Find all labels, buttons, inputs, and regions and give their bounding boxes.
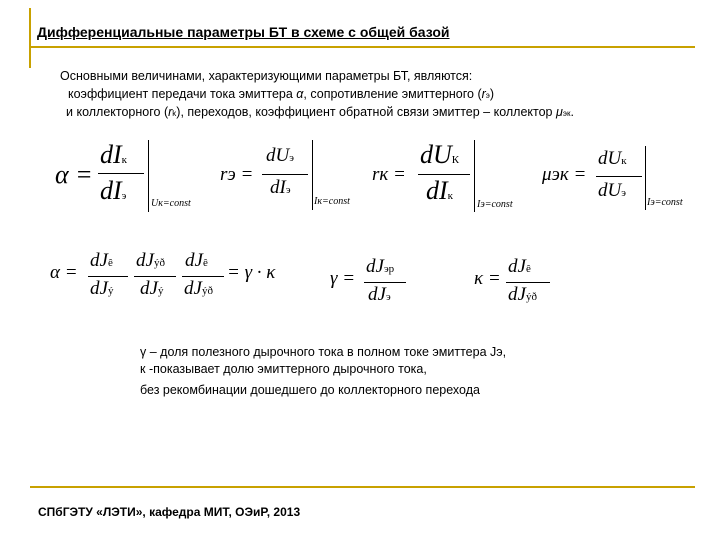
intro-line-2-text-a: коэффициент передачи тока эмиттера — [68, 86, 297, 101]
intro-line-2-text-c: ) — [489, 86, 495, 101]
formula-mu-numerator — [598, 148, 627, 170]
formula-t3-num-sub: ê — [202, 257, 208, 269]
intro-rk-subscript: k — [172, 109, 177, 118]
formula-t1-den-text: dJ — [90, 278, 108, 299]
formula-rk-numerator — [420, 140, 459, 170]
formula-kappa-num-sub: ê — [525, 263, 531, 275]
formula-rk-num-sub: К — [451, 154, 460, 166]
formula-alpha-num-sub: к — [121, 154, 128, 166]
formula-gamma-denominator — [368, 284, 391, 306]
formula-re-den-text: dI — [270, 177, 286, 198]
formula-re-lhs: rэ = — [220, 164, 254, 185]
formula-gamma-den-sub: э — [385, 291, 391, 303]
formula-mu-eval-bar — [645, 146, 646, 210]
slide-title: Дифференциальные параметры БТ в схеме с общей базой — [37, 24, 450, 40]
formula-kappa-den-text: dJ — [508, 284, 526, 305]
intro-paragraph — [60, 68, 574, 123]
formula-t2-den-text: dJ — [140, 278, 158, 299]
formula-re-denominator — [270, 177, 291, 199]
formula-rk-den-text: dI — [426, 176, 448, 205]
formula-mu-num-text: dU — [598, 148, 622, 169]
formula-mu-den-text: dU — [598, 180, 622, 201]
formula-kappa-numerator — [508, 256, 531, 278]
formula-rk-eval-bar — [474, 140, 475, 212]
formula-re-num-sub: э — [289, 152, 294, 164]
formula-t2-num-sub: ýð — [153, 257, 165, 269]
formula-gamma-lhs: γ = — [330, 268, 356, 289]
formula-t1-numerator — [90, 250, 113, 272]
intro-mu-subscript: эк — [562, 109, 571, 118]
intro-re-symbol: r — [481, 86, 486, 101]
intro-rk-symbol: r — [168, 105, 173, 119]
formula-alpha-fraction-bar — [98, 173, 144, 174]
left-accent-rule — [29, 8, 31, 68]
formula-gamma-num-text: dJ — [366, 256, 384, 277]
formula-rk-num-text: dU — [420, 140, 452, 169]
formula-alpha-numerator — [100, 140, 127, 170]
formula-t2-numerator — [136, 250, 165, 272]
formula-re-eval-bar — [312, 140, 313, 210]
formula-t1-num-text: dJ — [90, 250, 108, 271]
formula-re-fraction-bar — [262, 174, 308, 175]
formula-alpha-lhs: α = — [55, 160, 93, 189]
formula-mu-condition: Iэ=const — [647, 197, 683, 208]
formula-re-num-text: dU — [266, 145, 290, 166]
intro-line-3-text-b: ), переходов, коэффициент обратной связи эмиттер – коллектор — [176, 105, 556, 119]
formula-kappa-den-sub: ýð — [525, 291, 537, 303]
formula-mu-fraction-bar — [596, 176, 642, 177]
formula-gamma-den-text: dJ — [368, 284, 386, 305]
bottom-accent-rule — [30, 486, 695, 488]
formula-re-numerator — [266, 145, 294, 167]
formula-mu-num-sub: к — [621, 155, 627, 167]
intro-line-1: Основными величинами, характеризующими параметры БТ, являются: — [60, 69, 473, 83]
formula-re-condition: Iк=const — [314, 196, 350, 207]
formula-mu-denominator — [598, 180, 626, 202]
intro-alpha-symbol: α — [296, 86, 304, 101]
formula-alpha-eval-bar — [148, 140, 149, 212]
formula-kappa-lhs: κ = — [474, 268, 501, 289]
formula-alpha-den-sub: э — [121, 190, 127, 202]
formula-gamma-num-sub: эр — [383, 263, 395, 275]
intro-re-subscript: э — [485, 90, 490, 100]
intro-line-3-text-a: и коллекторного ( — [66, 105, 169, 119]
formula-t1-num-sub: ê — [107, 257, 113, 269]
formula-t1-denominator — [90, 278, 113, 300]
formula-mu-lhs: μэк = — [542, 164, 587, 185]
footer-credit: СПбГЭТУ «ЛЭТИ», кафедра МИТ, ОЭиР, 2013 — [38, 505, 301, 519]
intro-line-3-text-c: . — [570, 105, 574, 119]
intro-line-2 — [60, 86, 574, 105]
formula-t3-denominator — [184, 278, 213, 300]
note-kappa: к -показывает долю эмиттерного дырочного тока, — [140, 362, 427, 376]
intro-mu-symbol: μ — [556, 105, 563, 119]
intro-line-3 — [60, 104, 574, 123]
formula-alpha-den-text: dI — [100, 176, 122, 205]
note-recombination: без рекомбинации дошедшего до коллекторного перехода — [140, 383, 480, 397]
formula-alpha-product-lhs: α = — [50, 262, 78, 283]
formula-alpha-num-text: dI — [100, 140, 122, 169]
formula-t2-num-text: dJ — [136, 250, 154, 271]
note-gamma: γ – доля полезного дырочного тока в полном токе эмиттера Jэ, — [140, 345, 507, 359]
formula-t3-den-sub: ýð — [201, 285, 213, 297]
formula-kappa-denominator — [508, 284, 537, 306]
formula-t2-denominator — [140, 278, 163, 300]
formula-rk-lhs: rк = — [372, 164, 406, 185]
formula-t3-num-text: dJ — [185, 250, 203, 271]
formula-kappa-num-text: dJ — [508, 256, 526, 277]
intro-line-2-text-b: , сопротивление эмиттерного ( — [303, 86, 482, 101]
formula-t2-den-sub: ý — [157, 285, 164, 297]
formula-rk-denominator — [426, 176, 453, 206]
formula-alpha-denominator — [100, 176, 126, 206]
notes-block — [140, 344, 506, 399]
formula-gamma-numerator — [366, 256, 394, 278]
formula-rk-den-sub: к — [447, 190, 454, 202]
formula-mu-den-sub: э — [621, 187, 626, 199]
formula-t1-den-sub: ý — [107, 285, 114, 297]
formula-t3-numerator — [185, 250, 208, 272]
formula-rk-condition: Iэ=const — [477, 199, 513, 210]
formula-alpha-condition: Uк=const — [151, 198, 191, 209]
formula-product-tail: = γ · κ — [227, 262, 276, 283]
top-accent-rule — [30, 46, 695, 48]
formula-t3-den-text: dJ — [184, 278, 202, 299]
formula-re-den-sub: э — [285, 184, 291, 196]
